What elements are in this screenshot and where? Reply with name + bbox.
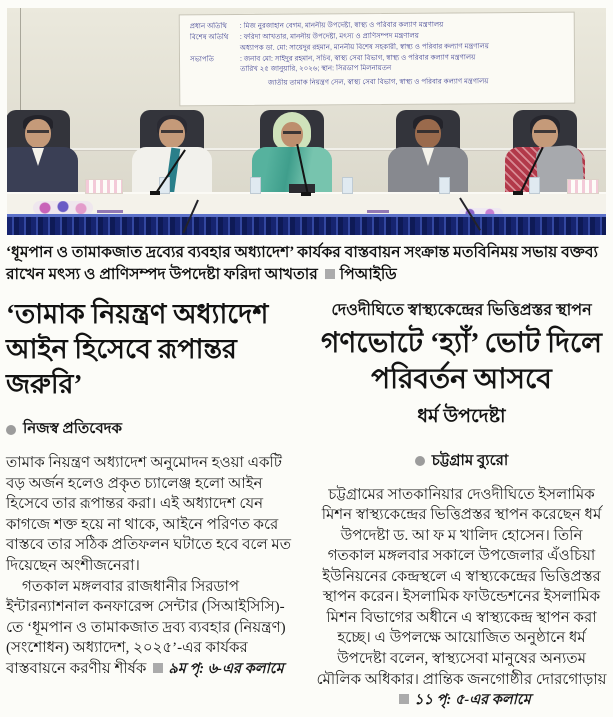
article-paragraph [6,577,298,680]
square-marker-icon [153,663,163,673]
table-runner-accent [97,210,123,213]
glasses-icon [161,130,183,133]
microphone-base [301,192,311,196]
panelist-head [415,119,441,148]
paragraph-text: চট্টগ্রামের সাতকানিয়ার দেওদীঘিতে ইসলামিক মিশন স্বাস্থ্যকেন্দ্রের ভিত্তিপ্রস্তর স্থাপন করেছেন ধর্ম উপদেষ্টা ড. আ ফ ম খালিদ হোসেন। তিনি গতকাল মঙ্গলবার সকালে উপজেলার এঁওচিয়া ইউনিয়নের কেন্দ্রস্থলে এ স্বাস্থ্যকেন্দ্রের ভিত্তিপ্রস্তর স্থাপন করেন। ইসলামিক ফাউন্ডেশনের ইসলামিক মিশন বিভাগের অধীনে এ স্বাস্থ্যকেন্দ্র স্থাপন করা হচ্ছে। এ উপলক্ষে আয়োজিত অনুষ্ঠানে ধর্ম উপদেষ্টা বলেন, স্বাস্থ্যসেবা মানুষের অন্যতম মৌলিক অধিকার। প্রান্তিক জনগোষ্ঠীর দোরগোড়ায় [316,486,607,688]
event-photo [7,8,606,235]
panelist-head [281,122,303,147]
continuation-reference: ১১ পৃ: ৫-এর কলামে [414,692,531,709]
glasses-icon [534,130,556,133]
water-glass [439,177,450,194]
water-glass [250,177,261,194]
panelist-torso [7,147,78,196]
panelist-head [532,119,558,148]
banner-footer: জাতীয় তামাক নিয়ন্ত্রণ সেল, স্বাস্থ্য সেবা বিভাগ, স্বাস্থ্য ও পরিবার কল্যাণ মন্ত্রণালয় [267,78,489,87]
article-paragraph [316,485,607,711]
right-article-headline: গণভোটে ‘হ্যাঁ’ ভোট দিলে পরিবর্তন আসবে [321,328,602,395]
continuation-reference: ৯ম পৃ: ৬-এর কলামে [168,660,284,677]
glasses-icon [283,131,301,134]
glasses-icon [27,130,49,133]
banner-row-text: অধ্যাপক ডা. মো: সায়েদুর রহমান, মাননীয় বিশেষ সহকারী, স্বাস্থ্য ও পরিবার কল্যাণ মন্ত্রণালয় [239,42,489,52]
banner-row-label [190,65,236,76]
banner-row [190,63,566,76]
right-article-kicker: দেওদীঘিতে স্বাস্থ্যকেন্দ্রের ভিত্তিপ্রস্তর স্থাপন [331,302,592,319]
left-article-headline: ‘তামাক নিয়ন্ত্রণ অধ্যাদেশ আইন হিসেবে রূপান্তর জরুরি’ [6,299,269,400]
panelist-man-dark-suit [7,106,88,196]
flower-arrangement [33,201,93,215]
water-glass [529,177,540,194]
right-article [316,297,607,711]
right-article-subhead: ধর্ম উপদেষ্টা [417,405,506,427]
panelist-head [25,119,51,148]
article-columns [6,297,607,711]
byline-text: চট্টগ্রাম ব্যুরো [431,452,509,469]
photo-caption [6,242,607,287]
glasses-icon [417,130,439,133]
right-article-byline [316,449,607,474]
left-article [6,297,298,711]
photo-credit: পিআইডি [339,266,397,284]
tissue-box [567,179,599,194]
microphone-base [150,191,160,195]
paragraph-text: গতকাল মঙ্গলবার রাজধানীর সিরডাপ ইন্টারন্যাশনাল কনফারেন্স সেন্টার (সিআইসিসি)-তে ‘ধূমপান ও তামাকজাত দ্রব্য ব্যবহার (নিয়ন্ত্রণ) (সংশোধন) অধ্যাদেশ, ২০২৫’-এর কার্যকর বাস্তবায়নে করণীয় শীর্ষক [6,578,286,677]
banner-row-text: : মিজ নুরজাহান বেগম, মাননীয় উপদেষ্টা, স্বাস্থ্য ও পরিবার কল্যাণ মন্ত্রণালয় [239,21,444,30]
banner-row-text: তারিখ ২৫ জানুয়ারি, ২০২৬; স্থান: সিরডাপ মিলনায়তন [240,65,392,74]
left-article-byline [6,417,298,442]
article-paragraph: তামাক নিয়ন্ত্রণ অধ্যাদেশ অনুমোদন হওয়া একটি বড় অর্জন হলেও প্রকৃত চ্যালেঞ্জ হলো আইন হিসেবে তার রূপান্তর করা। এই অধ্যাদেশ যেন কাগজে শক্ত হয়ে না থাকে, আইনে পরিণত করে বাস্তবে তার সঠিক প্রতিফলন ঘটাতে হবে বলে মত দিয়েছেন অংশীজনেরা। [6,455,291,575]
panelist-woman-white-coat [122,106,222,196]
banner-row-label: বিশেষ অতিথি [189,33,229,42]
water-glass [342,177,353,194]
banner-row-label [190,44,236,55]
banner-row-label: সভাপতি [189,55,214,63]
square-marker-icon [325,269,335,279]
table-skirt [7,217,606,235]
banner-row-text: : জনাব মো: সাইদুর রহমান, সচিব, স্বাস্থ্য সেবা বিভাগ, স্বাস্থ্য ও পরিবার কল্যাণ মন্ত্রণালয় [239,53,476,63]
microphone-base [513,191,523,195]
square-marker-icon [399,694,409,704]
panelist-man-gray-suit [378,106,478,196]
panelist-head [159,119,185,148]
byline-bullet-icon [6,425,16,435]
byline-text: নিজস্ব প্রতিবেদক [23,421,123,438]
banner-row-label: প্রধান অতিথি [189,23,227,31]
byline-bullet-icon [415,456,425,466]
photo-caption-text: ‘ধূমপান ও তামাকজাত দ্রব্যের ব্যবহার অধ্যাদেশ’ কার্যকর বাস্তবায়ন সংক্রান্ত মতবিনিময় সভায় বক্তব্য রাখেন মৎস্য ও প্রাণিসম্পদ উপদেষ্টা ফরিদা আখতার [6,244,598,284]
table-runner-accent [367,210,389,213]
event-banner [179,12,576,107]
tissue-box [85,179,123,194]
banner-row-text: : ফরিদা আখতার, মাননীয় উপদেষ্টা, মৎস্য ও প্রাণিসম্পদ মন্ত্রণালয় [239,32,419,41]
